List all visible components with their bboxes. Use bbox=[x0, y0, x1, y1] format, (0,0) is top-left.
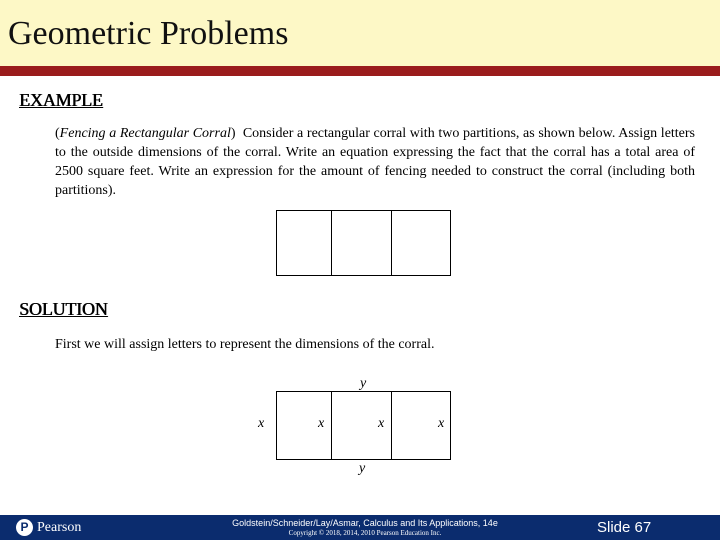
pearson-wordmark: Pearson bbox=[37, 520, 82, 535]
example-heading: EXAMPLE bbox=[19, 90, 103, 110]
label-partition-1: x bbox=[318, 416, 325, 431]
label-top: y bbox=[360, 376, 367, 391]
corral-partition bbox=[391, 211, 392, 275]
slide-title: Geometric Problems bbox=[8, 15, 289, 52]
problem-name: Fencing a Rectangular Corral bbox=[59, 126, 231, 141]
problem-open-paren: ( bbox=[55, 126, 60, 141]
label-left: x bbox=[258, 416, 265, 431]
title-divider bbox=[0, 66, 720, 76]
corral-partition bbox=[391, 392, 392, 459]
corral-diagram bbox=[276, 210, 451, 276]
slide-number: Slide 67 bbox=[597, 519, 652, 536]
footer-bar bbox=[0, 515, 720, 540]
corral-partition bbox=[331, 211, 332, 275]
label-bottom: y bbox=[359, 461, 366, 476]
label-right: x bbox=[438, 416, 445, 431]
corral-partition bbox=[331, 392, 332, 459]
problem-close-paren: ) bbox=[230, 126, 236, 141]
problem-statement bbox=[55, 124, 695, 200]
footer-citation: Goldstein/Schneider/Lay/Asmar, Calculus and Its Applications, 14e bbox=[232, 518, 498, 528]
pearson-logo-letter: P bbox=[20, 520, 29, 534]
pearson-logo-icon bbox=[16, 519, 33, 536]
solution-text: First we will assign letters to represent the dimensions of the corral. bbox=[55, 337, 435, 352]
title-bar bbox=[0, 0, 720, 66]
label-partition-2: x bbox=[378, 416, 385, 431]
problem-text: Consider a rectangular corral with two partitions, as shown below. Assign letters to the outside dimensions of the corral. Write an equation expressing the fact that the corral has a total area of 2500 square feet. Write an expression for the amount of fencing needed to construct the corral (including both partitions). bbox=[55, 126, 696, 198]
solution-heading: SOLUTION bbox=[19, 299, 108, 319]
labeled-corral-diagram bbox=[276, 391, 451, 460]
footer-copyright: Copyright © 2018, 2014, 2010 Pearson Education Inc. bbox=[288, 529, 442, 537]
